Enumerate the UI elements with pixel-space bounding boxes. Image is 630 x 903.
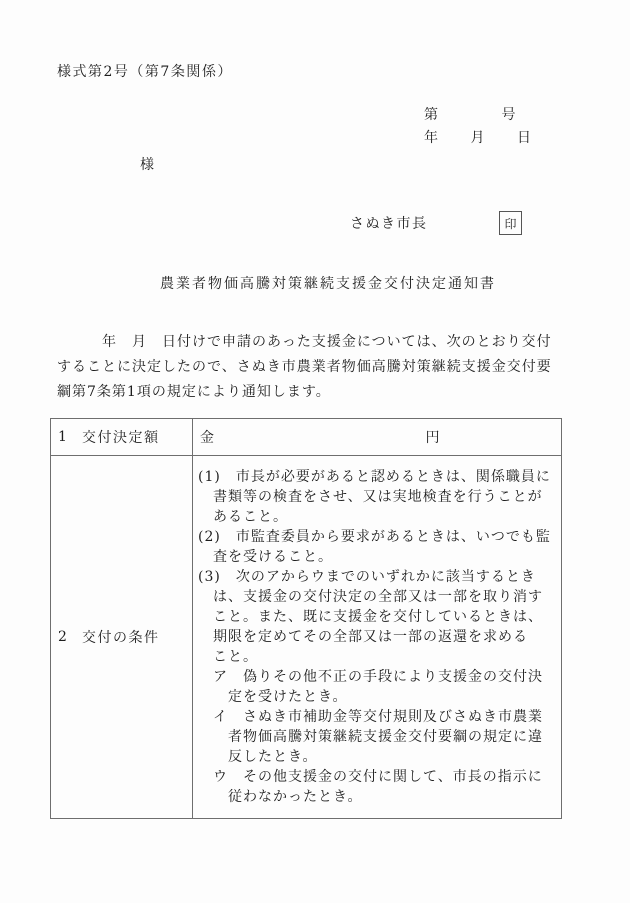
table-row-conditions — [51, 455, 561, 818]
doc-date-line: 年 月 日 — [424, 130, 533, 146]
condition-line: (1) 市長が必要があると認めるときは、関係職員に — [198, 469, 551, 485]
addressee-suffix: 様 — [140, 157, 156, 173]
amount-label-cell — [51, 419, 193, 455]
condition-line: こと。また、既に支援金を交付しているときは、 — [198, 609, 543, 625]
table-row-amount — [51, 419, 561, 455]
condition-line: 従わなかったとき。 — [198, 789, 363, 805]
seal-box — [499, 211, 522, 235]
body-paragraph — [57, 330, 577, 405]
condition-line: は、支援金の交付決定の全部又は一部を取り消す — [198, 589, 543, 605]
amount-suffix: 円 — [425, 430, 441, 446]
condition-line: 定を受けたとき。 — [198, 689, 348, 705]
amount-row-number: 1 — [58, 429, 69, 445]
document-title: 農業者物価高騰対策継続支援金交付決定通知書 — [160, 276, 496, 292]
condition-line: 期限を定めてその全部又は一部の返還を求める — [198, 629, 528, 645]
condition-line: あること。 — [198, 509, 288, 525]
conditions-row-label: 交付の条件 — [82, 630, 160, 646]
condition-line: ウ その他支援金の交付に関して、市長の指示に — [198, 769, 543, 785]
body-line: 綱第7条第1項の規定により通知します。 — [57, 384, 331, 400]
amount-row-label: 交付決定額 — [82, 430, 160, 446]
condition-line: こと。 — [198, 649, 258, 665]
decision-table — [50, 418, 562, 819]
condition-line: 反したとき。 — [198, 749, 318, 765]
condition-line: (3) 次のアからウまでのいずれかに該当するとき — [198, 569, 536, 585]
body-line: することに決定したので、さぬき市農業者物価高騰対策継続支援金交付要 — [57, 359, 552, 375]
body-line: 年 月 日付けで申請のあった支援金については、次のとおり交付 — [57, 334, 552, 350]
seal-label: 印 — [504, 216, 517, 231]
condition-line: ア 偽りその他不正の手段により支援金の交付決 — [198, 669, 543, 685]
condition-line: 査を受けること。 — [198, 549, 333, 565]
condition-line: 者物価高騰対策継続支援金交付要綱の規定に違 — [198, 729, 543, 745]
doc-number-line: 第 号 — [424, 107, 517, 123]
amount-value-cell — [193, 419, 561, 455]
condition-line: (2) 市監査委員から要求があるときは、いつでも監 — [198, 529, 551, 545]
condition-line: 書類等の検査をさせ、又は実地検査を行うことが — [198, 489, 543, 505]
amount-prefix: 金 — [200, 430, 216, 446]
conditions-row-number: 2 — [58, 629, 69, 645]
sender-name: さぬき市長 — [350, 216, 428, 232]
condition-line: イ さぬき市補助金等交付規則及びさぬき市農業 — [198, 709, 543, 725]
conditions-value-cell — [193, 456, 561, 818]
form-number: 様式第2号（第7条関係） — [57, 64, 233, 80]
conditions-label-cell — [51, 456, 193, 818]
